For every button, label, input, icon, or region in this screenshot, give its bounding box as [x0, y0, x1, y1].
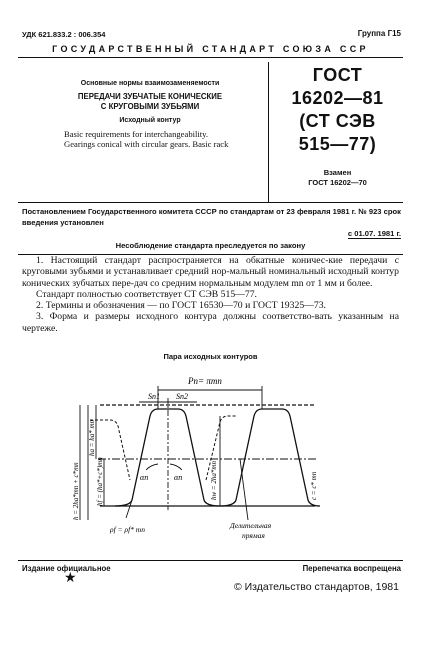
body-text	[22, 255, 399, 334]
paragraph-2: Стандарт полностью соответствует СТ СЭВ 515—77.	[36, 288, 257, 300]
copyright-notice: © Издательство стандартов, 1981	[233, 581, 399, 593]
alpha-label-2: αn	[174, 473, 183, 482]
vertical-divider	[268, 62, 269, 202]
title-block	[50, 80, 250, 149]
gost-line-3: (СТ СЭВ	[299, 111, 376, 131]
pitch-line-leader	[240, 459, 248, 520]
ha-label: hа = hа* mn	[88, 419, 96, 456]
star-icon: ★	[64, 571, 77, 586]
english-title-line-1: Basic requirements for interchangeability.	[64, 129, 209, 139]
alpha-label-1: αn	[140, 473, 149, 482]
title-line-2: С КРУГОВЫМИ ЗУБЬЯМИ	[100, 102, 200, 111]
english-title-line-2: Gearings conical with circular gears. Basic rack	[64, 139, 229, 149]
paragraph-1: 1. Настоящий стандарт распространяется на обкатные коничес-кие передачи с круговыми зубьями и устанавливает средний нор-мальный номинальный исходный контур конических зубчатых пере-дач со средним нормальным модулем mn от 1 мм и более.	[22, 255, 399, 289]
pitch-line-label-2: прямая	[242, 531, 265, 540]
reprint-prohibited-label: Перепечатка воспрещена	[302, 564, 401, 573]
pitch-line-label-1: Делительная	[230, 521, 272, 530]
c-label: c = c* mn	[310, 471, 318, 500]
decree-text: Постановлением Государственного комитета СССР по стандартам от 23 февраля 1981 г. № 923 срок введения установлен	[22, 207, 401, 227]
gost-line-1: ГОСТ	[312, 65, 363, 85]
gost-line-4: 515—77)	[298, 134, 377, 154]
tooth-1-profile	[115, 409, 220, 506]
middle-rule	[18, 202, 403, 203]
alpha-arc-2	[170, 464, 182, 470]
hf-label: hf = (hа*+c*)mn	[96, 457, 104, 506]
figure-title: Пара исходных контуров	[163, 352, 258, 361]
penalty-notice: Несоблюдение стандарта преследуется по закону	[115, 241, 306, 250]
sn1-label: Sn1	[148, 392, 160, 401]
top-rule	[18, 57, 403, 58]
category-label: Основные нормы взаимозаменяемости	[80, 80, 220, 87]
official-edition-label: Издание официальное	[22, 564, 111, 573]
pitch-label: Pn= πmn	[188, 376, 222, 386]
tooth-2-profile	[220, 409, 320, 506]
total-height-label: h = 2hа*mn + c*mn	[72, 462, 80, 520]
rho-leader	[126, 500, 132, 518]
gost-line-2: 16202—81	[291, 88, 384, 108]
alpha-arc-1	[146, 464, 158, 470]
sn2-label: Sn2	[176, 392, 188, 401]
group-code: Группа Г15	[357, 29, 401, 38]
basic-rack-drawing	[70, 360, 360, 550]
udk-code: УДК 621.833.2 : 006.354	[22, 30, 106, 39]
effective-date: с 01.07. 1981 г.	[347, 229, 401, 238]
rho-label: ρf = ρf* mn	[110, 525, 145, 534]
state-standard-banner: ГОСУДАРСТВЕННЫЙ СТАНДАРТ СОЮЗА ССР	[52, 44, 369, 54]
gost-number-block	[270, 64, 405, 188]
hw-label: hw = 2hа*mn	[210, 461, 218, 500]
bottom-rule	[18, 560, 403, 561]
paragraph-3: 2. Термины и обозначения — по ГОСТ 16530—70 и ГОСТ 19325—73.	[36, 300, 326, 312]
title-line-1: ПЕРЕДАЧИ ЗУБЧАТЫЕ КОНИЧЕСКИЕ	[77, 92, 223, 101]
replaces-value: ГОСТ 16202—70	[308, 178, 367, 187]
subtitle: Исходный контур	[119, 117, 181, 124]
replaces-label: Взамен	[323, 168, 352, 177]
paragraph-4: 3. Форма и размеры исходного контура должны соответство-вать указанным на чертеже.	[22, 311, 399, 334]
